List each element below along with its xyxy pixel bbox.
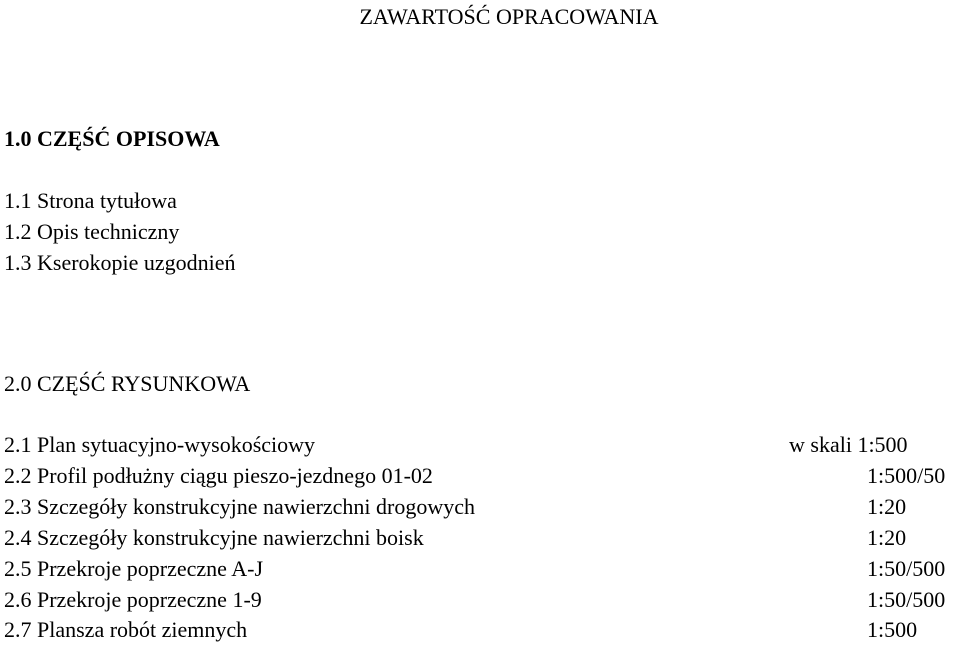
drawing-label: 2.2 Profil podłużny ciągu pieszo-jezdnego 01-02: [4, 463, 433, 488]
section-heading-drawings: 2.0 CZĘŚĆ RYSUNKOWA: [4, 371, 251, 396]
drawing-scale: 1:500/50: [867, 463, 946, 488]
drawing-label: 2.6 Przekroje poprzeczne 1-9: [4, 587, 262, 612]
drawing-label: 2.7 Plansza robót ziemnych: [4, 617, 248, 642]
drawing-scale: 1:20: [867, 494, 907, 519]
drawing-label: 2.5 Przekroje poprzeczne A-J: [4, 556, 264, 581]
drawing-scale: 1:50/500: [867, 587, 946, 612]
drawing-row-2-3: [4, 493, 960, 521]
section-heading-descriptive: 1.0 CZĘŚĆ OPISOWA: [4, 126, 220, 151]
drawing-scale: w skali 1:500: [789, 432, 908, 457]
drawing-scale: 1:500: [867, 617, 918, 642]
drawing-row-2-5: [4, 555, 960, 583]
list-item-1-2: 1.2 Opis techniczny: [4, 219, 180, 244]
list-item-1-3: 1.3 Kserokopie uzgodnień: [4, 250, 236, 275]
drawing-scale: 1:50/500: [867, 556, 946, 581]
drawing-label: 2.3 Szczegóły konstrukcyjne nawierzchni drogowych: [4, 494, 476, 519]
drawing-row-2-7: [4, 616, 960, 644]
document-title: ZAWARTOŚĆ OPRACOWANIA: [359, 4, 659, 29]
drawing-scale: 1:20: [867, 525, 907, 550]
drawing-label: 2.4 Szczegóły konstrukcyjne nawierzchni boisk: [4, 525, 424, 550]
drawing-row-2-6: [4, 586, 960, 614]
drawing-row-2-2: [4, 462, 960, 490]
list-item-1-1: 1.1 Strona tytułowa: [4, 188, 177, 213]
drawing-row-2-4: [4, 524, 960, 552]
drawing-row-2-1: [4, 431, 960, 459]
drawing-label: 2.1 Plan sytuacyjno-wysokościowy: [4, 432, 316, 457]
